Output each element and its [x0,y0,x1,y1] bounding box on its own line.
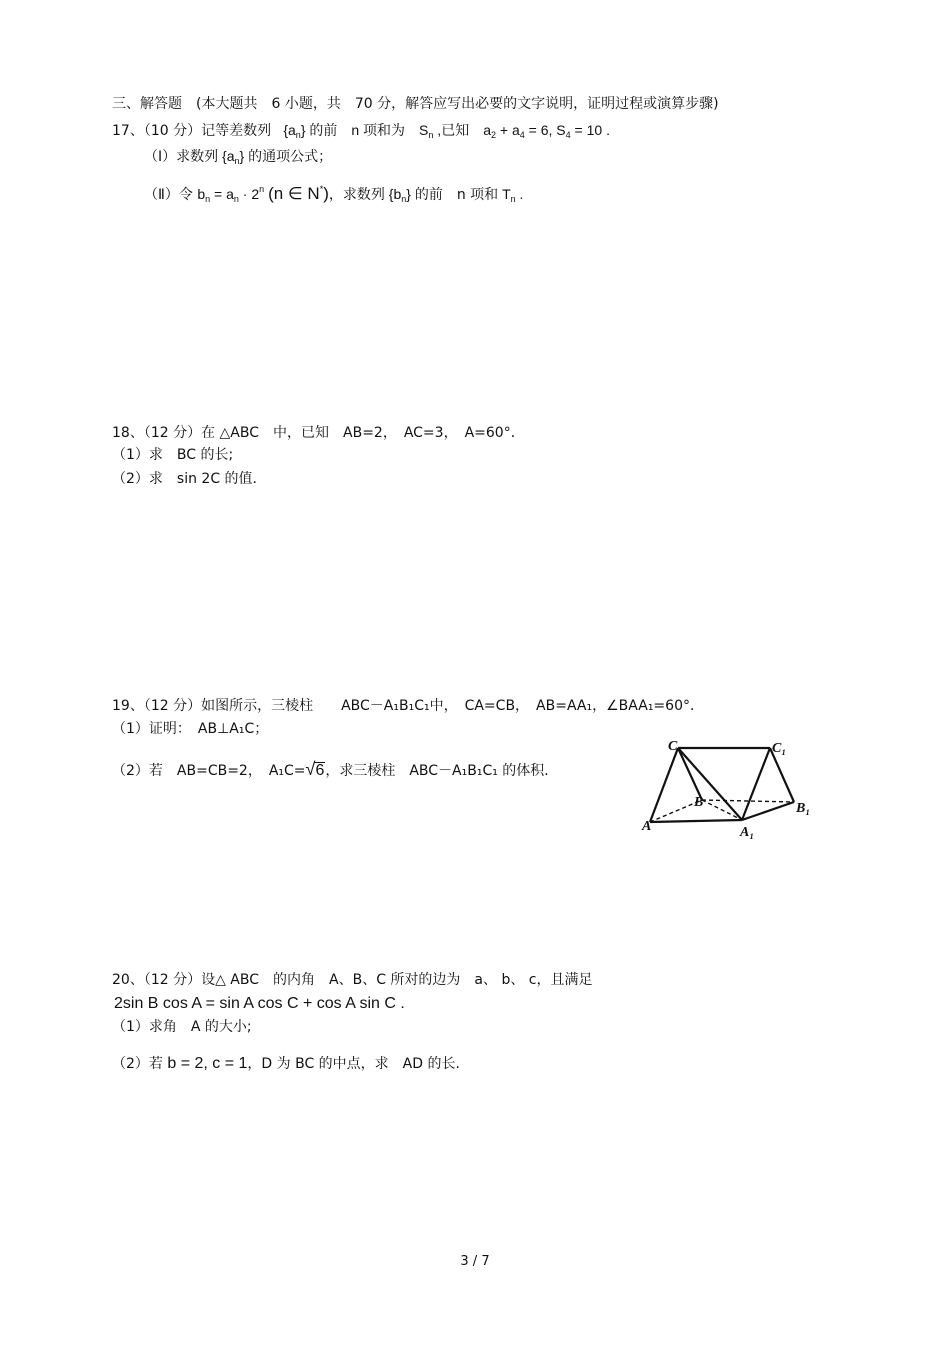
page-number: 3 / 7 [460,1254,490,1269]
q17-part2-tail: 的前 n 项和 [414,187,499,203]
question-17-stem [112,121,610,141]
q17-part2-mid: ，求数列 [328,187,385,203]
q17-part1-tail: 的通项公式； [248,149,333,165]
q17-intro: 17、（10 分）记等差数列 [112,123,272,139]
label-C: C [668,739,678,754]
question-20-part-2: （2）若 b = 2, c = 1，D 为 BC 的中点，求 AD 的长. [112,1055,460,1072]
question-20-stem: 20、（12 分）设△ ABC 的内角 A、B、C 所对的边为 a、 b、 c，且满足 [112,972,593,988]
q20-part2-b: ，D 为 BC 的中点，求 AD 的长. [247,1056,460,1072]
question-18-part-2: （2）求 sin 2C 的值． [112,471,267,487]
q17-part2-label: （Ⅱ）令 [144,187,193,203]
q17-part1-text: （Ⅰ）求数列 [144,149,219,165]
q19-part2-a: （2）若 AB=CB=2， A₁C= [112,763,306,779]
label-B: B [694,795,704,810]
question-20-equation: 2sin B cos A = sin A cos C + cos A sin C . [114,995,405,1012]
label-B1: B₁ [796,801,811,816]
label-A: A [642,819,652,834]
question-18-part-1: （1）求 BC 的长; [112,447,234,463]
question-17-part-1: （Ⅰ）求数列 $\{a_n\}$ 的通项公式； [144,148,333,166]
question-19-stem: 19、（12 分）如图所示，三棱柱 ABC－A₁B₁C₁中， CA=CB， AB=AA₁，∠BAA₁=60°． [112,698,704,714]
sqrt-6: √6 [305,759,325,779]
prism-figure [638,736,818,846]
section-header: 三、解答题 (本大题共 6 小题，共 70 分，解答应写出必要的文字说明，证明过程或演算步骤) [112,96,719,112]
question-19-part-1: （1）证明： AB⊥A₁C； [112,721,269,737]
q20-part2-a: （2）若 [112,1056,163,1072]
question-20-part-1: （1）求角 A 的大小; [112,1019,252,1035]
question-18-stem: 18、（12 分）在 △ABC 中，已知 AB=2， AC=3， A=60°． [112,425,525,441]
label-C1: C₁ [772,741,787,756]
label-A1: A₁ [740,825,755,840]
q19-part2-b: ，求三棱柱 ABC－A₁B₁C₁ 的体积． [325,763,559,779]
q17-sequence-an: $\{a_n\}$ 的前 n 项和为 $S_n$ ,已知 $a_2 + a_4 = 6$, $S_4 = 10$ . [275,122,610,140]
question-19-part-2 [112,760,558,780]
question-17-part-2: （Ⅱ）令 $b_n = a_n \cdot 2^n$ (n ∈ N*)，求数列 $\{b_n\}$ 的前 n 项和 $T_n$ . [144,184,524,204]
